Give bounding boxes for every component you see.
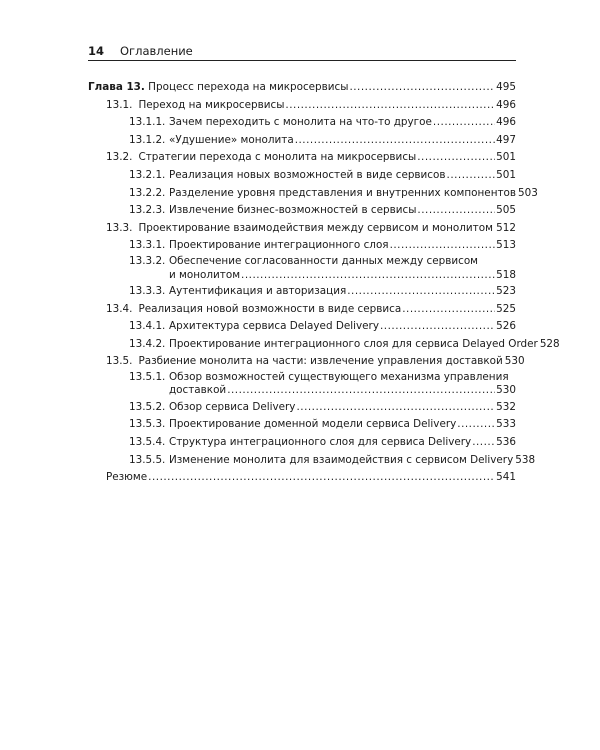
- subsection-number: 13.2.3.: [129, 204, 166, 217]
- leader-dots: [148, 469, 495, 487]
- subsection-title: Проектирование доменной модели сервиса Delivery: [169, 418, 457, 431]
- toc-subsection-13-3-2[interactable]: [88, 255, 516, 283]
- leader-dots: [285, 97, 495, 115]
- page-ref: 541: [496, 471, 516, 484]
- subsection-title: Проектирование интеграционного слоя: [169, 239, 389, 252]
- page-ref: 496: [496, 116, 516, 129]
- subsection-number: 13.5.3.: [129, 418, 166, 431]
- subsection-number: 13.5.2.: [129, 400, 166, 413]
- toc-subsection-13-5-1[interactable]: [88, 371, 516, 399]
- leader-dots: [433, 114, 495, 132]
- page-ref: 497: [496, 133, 516, 146]
- subsection-number: 13.3.3.: [129, 284, 166, 297]
- leader-dots: [295, 132, 495, 150]
- page-ref: 496: [496, 98, 516, 111]
- section-title: Переход на микросервисы: [138, 98, 285, 111]
- subsection-number: 13.1.2.: [129, 133, 166, 146]
- chapter-title: Процесс перехода на микросервисы: [148, 81, 349, 93]
- section-number: 13.3.: [106, 221, 133, 234]
- toc-subsection-13-5-5[interactable]: [88, 452, 536, 470]
- page-ref: 538: [515, 453, 536, 466]
- page-ref: 513: [496, 239, 516, 252]
- toc-section-13-4[interactable]: [88, 301, 516, 319]
- subsection-title: Извлечение бизнес-возможностей в сервисы: [169, 204, 417, 217]
- subsection-title: Обзор сервиса Delivery: [169, 400, 296, 413]
- toc-section-13-5[interactable]: [88, 353, 525, 371]
- chapter-label: Глава 13.: [88, 81, 145, 93]
- page-ref: 503: [518, 186, 538, 199]
- toc-summary[interactable]: [88, 469, 516, 487]
- subsection-title: Реализация новых возможностей в виде сервисов: [169, 168, 446, 181]
- section-number: 13.2.: [106, 151, 133, 164]
- toc-section-13-2[interactable]: [88, 149, 516, 167]
- subsection-title-line2: и монолитом: [169, 268, 241, 281]
- subsection-number: 13.5.1.: [129, 370, 166, 383]
- page-ref: 530: [504, 355, 525, 368]
- subsection-title-line2: доставкой: [169, 384, 227, 397]
- section-number: 13.4.: [106, 302, 133, 315]
- section-title: Резюме: [106, 471, 148, 484]
- leader-dots: [347, 283, 495, 301]
- toc-chapter[interactable]: [88, 79, 516, 97]
- subsection-title: «Удушение» монолита: [169, 133, 294, 146]
- leader-dots: [447, 167, 496, 185]
- leader-dots: [380, 318, 495, 336]
- page-ref: 526: [496, 320, 516, 333]
- subsection-number: 13.5.4.: [129, 436, 166, 449]
- toc-subsection-13-5-4[interactable]: [88, 434, 516, 452]
- toc-subsection-13-2-3[interactable]: [88, 202, 516, 220]
- subsection-title: Аутентификация и авторизация: [169, 284, 347, 297]
- page-ref: 536: [496, 436, 516, 449]
- page-ref: 512: [496, 221, 516, 234]
- toc-section-13-1[interactable]: [88, 97, 516, 115]
- subsection-title: Зачем переходить с монолита на что-то другое: [169, 116, 432, 129]
- page-number: 14: [88, 44, 105, 58]
- section-number: 13.5.: [106, 355, 133, 368]
- toc-section-13-3[interactable]: [88, 220, 516, 238]
- subsection-number: 13.3.1.: [129, 239, 166, 252]
- section-title: Реализация новой возможности в виде сервиса: [138, 302, 402, 315]
- toc-subsection-13-5-3[interactable]: [88, 416, 516, 434]
- subsection-number: 13.1.1.: [129, 116, 166, 129]
- page-ref: 523: [496, 284, 516, 297]
- page-ref: 530: [496, 384, 516, 397]
- section-title: Стратегии перехода с монолита на микросервисы: [138, 151, 417, 164]
- subsection-title-line1: Обеспечение согласованности данных между сервисом: [169, 254, 479, 267]
- section-title: Проектирование взаимодействия между сервисом и монолитом: [138, 221, 493, 234]
- page-ref: 495: [496, 81, 516, 93]
- page-ref: 532: [496, 400, 516, 413]
- page-ref: 525: [496, 302, 516, 315]
- toc-subsection-13-4-1[interactable]: [88, 318, 516, 336]
- section-title: Разбиение монолита на части: извлечение управления доставкой: [138, 355, 503, 368]
- leader-dots: [296, 399, 495, 417]
- toc-subsection-13-2-2[interactable]: [88, 185, 538, 203]
- subsection-title: Изменение монолита для взаимодействия с сервисом Delivery: [169, 453, 514, 466]
- subsection-title: Проектирование интеграционного слоя для сервиса Delayed Order: [169, 337, 538, 350]
- subsection-title-line1: Обзор возможностей существующего механизма управления: [169, 370, 509, 383]
- subsection-number: 13.2.2.: [129, 186, 166, 199]
- running-title: Оглавление: [120, 44, 193, 58]
- leader-dots: [417, 202, 495, 220]
- leader-dots: [241, 269, 495, 283]
- leader-dots: [457, 416, 495, 434]
- page-ref: 533: [496, 418, 516, 431]
- leader-dots: [390, 237, 496, 255]
- subsection-number: 13.4.2.: [129, 337, 166, 350]
- subsection-number: 13.2.1.: [129, 168, 166, 181]
- toc-subsection-13-3-3[interactable]: [88, 283, 516, 301]
- page-ref: 501: [496, 168, 516, 181]
- subsection-number: 13.4.1.: [129, 320, 166, 333]
- subsection-title: Разделение уровня представления и внутренних компонентов: [169, 186, 517, 199]
- leader-dots: [472, 434, 495, 452]
- toc-subsection-13-4-2[interactable]: [88, 336, 560, 354]
- page-ref: 501: [496, 151, 516, 164]
- table-of-contents: [88, 79, 560, 487]
- subsection-title: Архитектура сервиса Delayed Delivery: [169, 320, 379, 333]
- toc-subsection-13-3-1[interactable]: [88, 237, 516, 255]
- subsection-number: 13.5.5.: [129, 453, 166, 466]
- subsection-number: 13.3.2.: [129, 254, 166, 267]
- subsection-title: Структура интеграционного слоя для сервиса Delivery: [169, 436, 472, 449]
- page-ref: 518: [496, 268, 516, 281]
- leader-dots: [417, 149, 495, 167]
- page-ref: 505: [496, 204, 516, 217]
- leader-dots: [349, 79, 495, 97]
- section-number: 13.1.: [106, 98, 133, 111]
- toc-subsection-13-2-1[interactable]: [88, 167, 516, 185]
- leader-dots: [227, 384, 495, 398]
- toc-subsection-13-5-2[interactable]: [88, 399, 516, 417]
- leader-dots: [402, 301, 495, 319]
- toc-subsection-13-1-1[interactable]: [88, 114, 516, 132]
- page-header: [88, 40, 516, 61]
- toc-subsection-13-1-2[interactable]: [88, 132, 516, 150]
- page-ref: 528: [539, 337, 560, 350]
- leader-dots: [494, 220, 495, 238]
